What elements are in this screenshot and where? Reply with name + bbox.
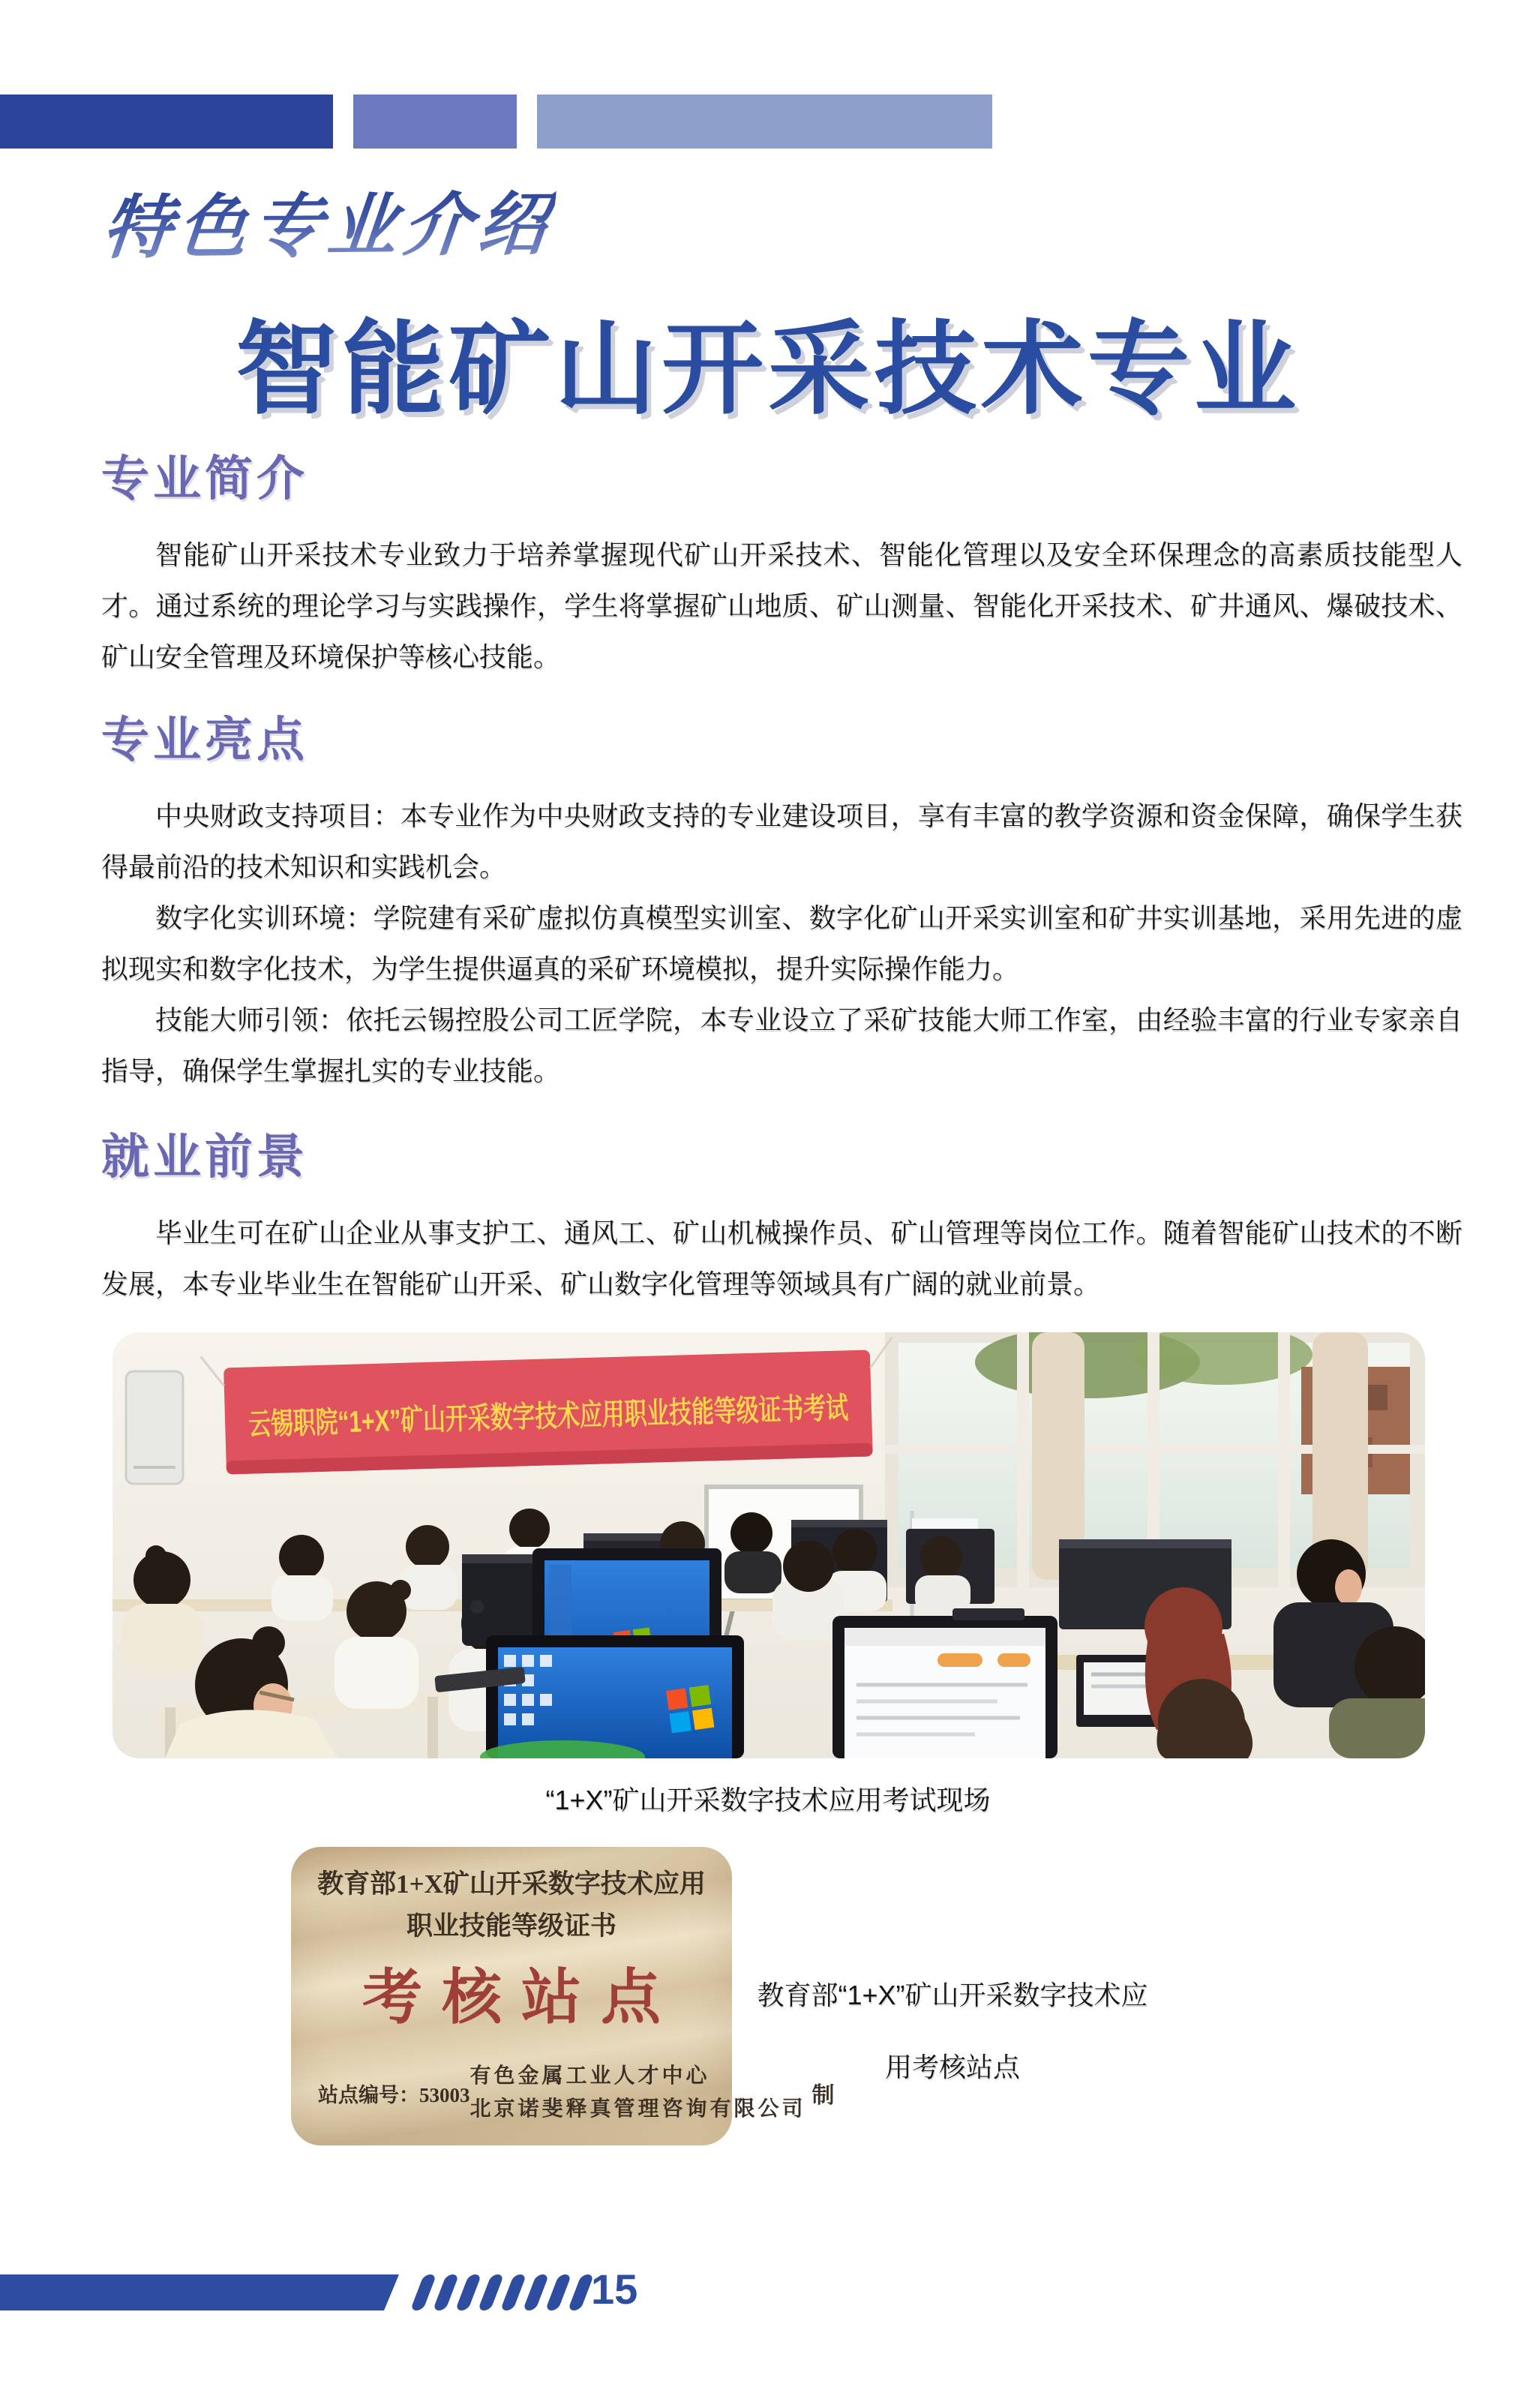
plaque-main-text: 考核站点 — [362, 1965, 680, 2031]
slash-icon — [523, 2274, 549, 2310]
bar-secondary — [353, 95, 517, 149]
certificate-caption-line2: 用考核站点 — [884, 2052, 1020, 2082]
intro-paragraph: 智能矿山开采技术专业致力于培养掌握现代矿山开采技术、智能化管理以及安全环保理念的高素质技能型人才。通过系统的理论学习与实践操作，学生将掌握矿山地质、矿山测量、智能化开采技术、矿井通风、爆破技术、矿山安全管理及环境保护等核心技能。 — [101, 539, 1462, 672]
banner-text: 云锡职院“1+X”矿山开采数字技术应用职业技能等级证书考试 — [248, 1386, 1053, 1442]
content-column — [101, 449, 1462, 1310]
monitor-windows-desktop-2 — [480, 1635, 744, 1758]
student-olive-shirt — [1329, 1698, 1425, 1758]
highlight-paragraph-training: 数字化实训环境：学院建有采矿虚拟仿真模型实训室、数字化矿山开采实训室和矿井实训基地，采用先进的虚拟现实和数字化技术，为学生提供逼真的采矿环境模拟，提升实际操作能力。 — [101, 902, 1462, 984]
plaque-title-line1: 教育部1+X矿山开采数字技术应用 — [317, 1869, 706, 1899]
prospects-paragraph: 毕业生可在矿山企业从事支护工、通风工、矿山机械操作员、矿山管理等岗位工作。随着智能矿山技术的不断发展，本专业毕业生在智能矿山开采、矿山数字化管理等领域具有广阔的就业前景。 — [101, 1218, 1462, 1299]
section-heading-highlights: 专业亮点 — [101, 713, 308, 767]
footer-bar — [0, 2274, 399, 2310]
page-title: 智能矿山开采技术专业 — [236, 312, 1300, 426]
photo-caption: “1+X”矿山开采数字技术应用考试现场 — [545, 1785, 991, 1815]
slash-icon — [455, 2274, 482, 2310]
plaque-station-code: 站点编号：53003 — [318, 2083, 470, 2106]
bar-primary — [0, 95, 333, 149]
slash-icon — [433, 2274, 459, 2310]
slash-icon — [568, 2274, 594, 2310]
slash-icon — [478, 2274, 504, 2310]
monitor-exam-page — [832, 1616, 1058, 1758]
footer — [0, 2265, 1536, 2313]
slash-icon — [545, 2274, 572, 2310]
slash-icon — [410, 2274, 436, 2310]
plaque-bottom-row — [318, 2060, 835, 2126]
certificate-caption — [750, 1959, 1155, 2103]
certificate-plaque — [291, 1847, 835, 2145]
ac-unit — [126, 1371, 183, 1484]
slash-icon — [500, 2274, 526, 2310]
student-brown-hair — [1156, 1719, 1252, 1758]
bar-tertiary — [537, 95, 992, 149]
classroom-photo — [112, 1332, 1425, 1758]
plaque-title-line2: 职业技能等级证书 — [406, 1911, 616, 1941]
highlight-paragraph-masters: 技能大师引领：依托云锡控股公司工匠学院，本专业设立了采矿技能大师工作室，由经验丰富的行业专家亲自指导，确保学生掌握扎实的专业技能。 — [101, 1004, 1462, 1086]
plaque-issuer-line2: 北京诺斐释真管理咨询有限公司 — [470, 2097, 806, 2121]
plaque-title — [291, 1863, 732, 1947]
plaque-issuer-line1: 有色金属工业人才中心 — [470, 2064, 710, 2088]
plaque-seal-char: 制 — [812, 2083, 835, 2108]
highlight-paragraph-funding: 中央财政支持项目：本专业作为中央财政支持的专业建设项目，享有丰富的教学资源和资金保障，确保学生获得最前沿的技术知识和实践机会。 — [101, 800, 1462, 882]
certificate-caption-line1: 教育部“1+X”矿山开采数字技术应 — [757, 1980, 1148, 2010]
page-number: 15 — [591, 2265, 638, 2313]
section-heading-prospects: 就业前景 — [101, 1130, 308, 1184]
top-decorative-bars — [0, 95, 1536, 149]
calligraphy-title: 特色专业介绍 — [98, 169, 558, 272]
photo-illustration — [112, 1332, 1425, 1758]
section-heading-intro: 专业简介 — [101, 452, 308, 506]
footer-slashes — [417, 2274, 587, 2310]
